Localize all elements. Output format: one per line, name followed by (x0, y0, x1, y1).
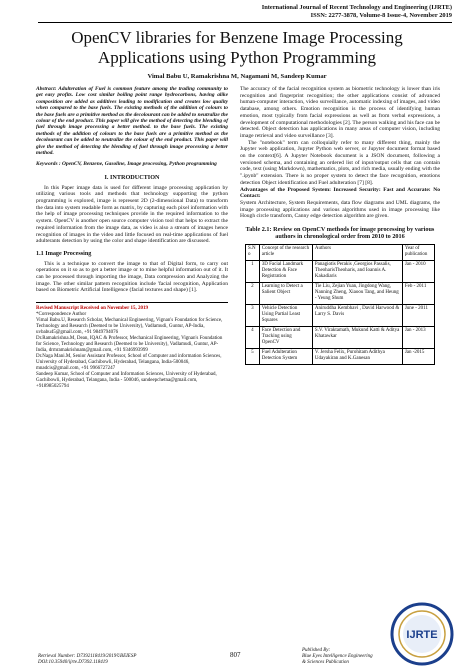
doi: DOI:10.35940/ijrte.D7392.118419 (38, 660, 108, 665)
footer-right (302, 648, 373, 666)
cell-year: Jan - 2013 (402, 326, 434, 348)
journal-name: International Journal of Recent Technology and Engineering (IJRTE) (261, 4, 452, 11)
author-note-3: Dr.Naga Mani.M, Senior Assistant Professor, School of Computer and information Sciences, University of Hyderabad, Gachibowli, Hyderabad, Telangana, India-500046, mnadcis@gmail.com, +91 9966727247 (36, 354, 222, 372)
header-rule (38, 22, 452, 23)
table-header-row (246, 244, 435, 260)
cell-sno: 4 (246, 326, 260, 348)
cell-authors: Panagiotis Perakis ,Georgios Passalis, TheoharisTheoharis, and Ioannis A. Kakadiaris (312, 260, 402, 282)
publisher-line-2: & Sciences Publication (302, 660, 349, 665)
review-table (245, 244, 435, 365)
author-note-4: Sandeep Kumar, School of Computer and Information Sciences, University of Hyderabad, Gachibowli, Hyderabad, Telangana, India - 500046, sandeepchetna@gmail.com, +918985025794 (36, 372, 217, 390)
correspondence-note: *Correspondence Author (36, 312, 87, 318)
cell-authors: V. Jersha Felix, Purohitam Adithya Udayakiran and K.Ganesan (312, 348, 402, 364)
header-concept: Concept of the research article (259, 244, 312, 260)
header-sno: S.N o (246, 244, 260, 260)
ijrte-seal-logo (390, 602, 454, 666)
table-row (246, 260, 435, 282)
publisher-line-1: Blue Eyes Intelligence Engineering (302, 654, 373, 659)
right-paragraph-1: The accuracy of the facial recognition system as biometric technology is lower than iris recognition and fingerprint recognition; the other applications consist of advanced human-computer interaction, video surveillance, automatic indexing of images, and video database, among others. Emotion recognition is the process of identifying human emotion, most typically from facial expressions as well as from verbal expressions, a development of computational methodologies [2]. The person walking and his face can be detected. Object detection has applications in many areas of computer vision, including image retrieval and video surveillance [3]. (240, 86, 440, 139)
cell-sno: 2 (246, 282, 260, 304)
cell-sno: 5 (246, 348, 260, 364)
image-processing-paragraph: This is a technique to convert the image to that of Digital form, to carry out operations on it so as to get a better image or to mine helpful information out of it. It can be processed through importing the image, Data compression and Analyzing the image. The other similar pattern recognition include 'facial recognition, Application based on Biometric Artificial Intelligence (facial textures and shape) [1]. (36, 260, 228, 294)
author-list: Vimal Babu U, Ramakrishna M, Nagamani M, Sandeep Kumar (147, 73, 327, 80)
intro-paragraph: In this Paper image data is used for different image processing application by utilizing various tools and methods that technology supporting the python programming is explored, image is represent 2D (2-dimensional Data) to transform the data into system readable form as matrix, by capturing each pixel information with the help of image processing techniques provide in the required information to the system. OpenCV is another open source computer vision tool that helps to extract the required information from the image data, as video is also a stream of images hence recognition of images in the video and little focused on real-time applications of fuel adulterants detection by using the color and shape identification are discussed. (36, 184, 228, 245)
revised-note: Revised Manuscript Received on November 15, 2019 (36, 306, 148, 312)
footer-left (38, 654, 136, 666)
cell-authors: S.V. Viraktamath, Mukund Katti & Aditya Khatawkar (312, 326, 402, 348)
header-year: Year of publication (402, 244, 434, 260)
author-note-1: Vimal Babu.U, Research Scholar, Mechanical Engineering, Vignan's Foundation for Science, Technology and Research (Deemed to be University), Vadlamudi, Guntur, AP-India, uvbabu45@gmail.com, +91 9849794076 (36, 318, 223, 336)
left-column (36, 86, 228, 390)
cell-concept: 3D Facial Landmark Detection & Face Registration (259, 260, 312, 282)
cell-authors: Aniruddha Kembhavi , David Harwood & Larry S. Davis (312, 304, 402, 326)
cell-authors: Tie Liu, Zejian Yuan, Jingdong Wang, Nanning Zheng, Xiaoou Tang, and Heung - Yeung Shum (312, 282, 402, 304)
seal-text: IJRTE (406, 629, 438, 641)
intro-heading: I. INTRODUCTION (104, 173, 160, 181)
abstract: Abstract: Adulteration of Fuel is common feature among the trading community to get easy profits. Low cost similar boiling point range hydrocarbons, having alike composition are added as additives leading to modification and creates low quality when compared to the base fuels. The existing methods of the addition of colours to the base fuels are a primitive method as the decolourant can be added to neutralize the colour of the end product. This paper will give the method of detecting the blending of fuel through image processing a better method. to the base fuels. The existing methods of the addition of colours to the base fuels are a primitive method as the decolourant can be added to neutralize the colour of the end product. This paper will give the method of detecting the blending of fuel through image processing a better method. (36, 86, 228, 157)
advantages-heading: Advantages of the Proposed System: Increased Security: Fast and Accurate: No Contact: (240, 186, 440, 200)
subsection-heading: 1.1 Image Processing (36, 249, 92, 257)
cell-year: Feb - 2011 (402, 282, 434, 304)
paper-title (20, 28, 454, 68)
author-notes (36, 302, 228, 390)
header-authors: Authors (312, 244, 402, 260)
cell-year: June - 2011 (402, 304, 434, 326)
cell-concept: Vehicle Detection Using Partial Least Squares (259, 304, 312, 326)
right-paragraph-2: The "notebook" term can colloquially refer to many different thing, mainly the Jupyter web application, Jupyter Python web server, or Jupyter document format based on the context[6]. A Jupyter Notebook document is a JSON document, following a versioned schema, and containing an ordered list of input/output cells that can contain code, text (using Markdown), mathematics, plots, and rich media, usually ending with the ".ipynb" extension. There is no proper system to detect the face recognition, emotions detection Object identification and Fuel adulteration [7] [8]. (240, 139, 440, 186)
cell-concept: Fuel Adulteration Detection System (259, 348, 312, 364)
cell-concept: Face Detection and Tracking using OpenCV (259, 326, 312, 348)
table-row (246, 282, 435, 304)
journal-issn: ISSN: 2277-3878, Volume-8 Issue-4, November 2019 (310, 12, 452, 19)
published-by: Published By: (302, 648, 331, 653)
table-row (246, 348, 435, 364)
table-row (246, 326, 435, 348)
table-caption: Table 2.1: Review on OpenCV methods for image processing by various authors in chronological order from 2010 to 2016 (245, 226, 435, 241)
right-column (240, 86, 440, 365)
page-number: 807 (230, 651, 241, 659)
right-paragraph-3: System Architecture, System Requirements, data flow diagrams and UML diagrams, the image processing applications and various algorithms used in image processing like Hough circle transform, Canny edge detection algorithm are given. (240, 199, 440, 220)
title-line-1: OpenCV libraries for Benzene Image Processing (71, 28, 403, 47)
author-note-2: Dr.Ramakrishna.M, Dean, IQAC & Professor, Mechanical Engineering, Vignan's Foundation for Science, Technology and Research (Deemed to be University), Vadlamudi, Guntur, AP-India, drmramakrishnam@gmail.com, +91 9346993999 (36, 336, 223, 354)
cell-year: Jan - 2010 (402, 260, 434, 282)
cell-sno: 3 (246, 304, 260, 326)
keywords: Keywords : OpenCV, Benzene, Gasoline, Image processing, Python programming (36, 161, 217, 168)
cell-sno: 1 (246, 260, 260, 282)
cell-year: Jan -2015 (402, 348, 434, 364)
retrieval-number: Retrieval Number: D7392118419/2019©BEIESP (38, 654, 137, 659)
table-row (246, 304, 435, 326)
cell-concept: Learning to Detect a Salient Object (259, 282, 312, 304)
journal-header (262, 4, 452, 20)
title-line-2: Applications using Python Programming (97, 48, 377, 67)
